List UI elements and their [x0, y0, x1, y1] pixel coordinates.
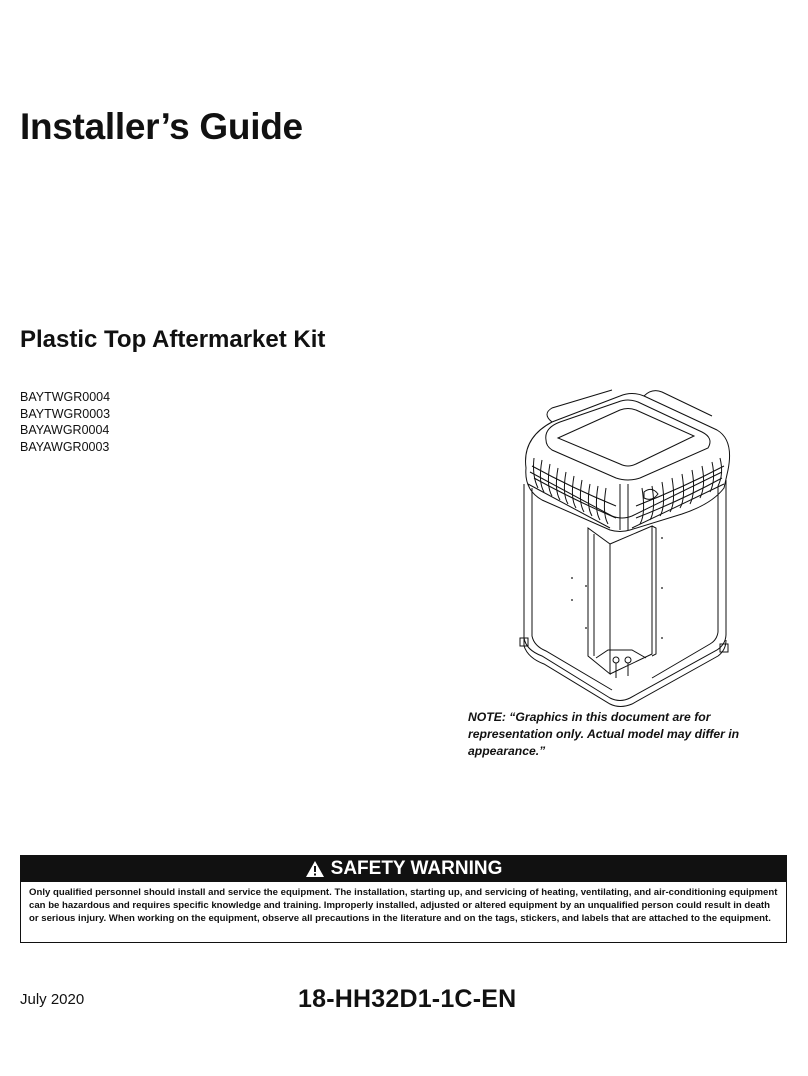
safety-warning-header [21, 856, 786, 882]
publication-date: July 2020 [20, 991, 85, 1008]
model-number: BAYAWGR0003 [20, 439, 110, 454]
outdoor-unit-illustration [512, 388, 738, 710]
warning-triangle-icon [305, 860, 325, 878]
model-number: BAYAWGR0004 [20, 423, 110, 437]
safety-warning-text: Only qualified personnel should install and service the equipment. The installation, starting up, and servicing of heating, ventilating, and air-conditioning equipment can be hazardous and requires specific knowledge and training. Improperly installed, adjusted or altered equipment by an unqualified person could result in death or serious injury. When working on the equipment, observe all precautions in the literature and on the tags, stickers, and labels that are attached to the equipment. [29, 887, 778, 925]
safety-warning-box [20, 855, 787, 943]
model-number: BAYTWGR0004 [20, 390, 111, 404]
model-number: BAYTWGR0003 [20, 406, 111, 421]
graphics-note [468, 709, 798, 760]
note-text: “Graphics in this document are for representation only. Actual model may differ in appearance.” [468, 710, 740, 758]
page-subtitle: Plastic Top Aftermarket Kit [20, 326, 326, 353]
safety-warning-heading: SAFETY WARNING [330, 858, 503, 879]
note-label: NOTE: [468, 710, 506, 724]
model-number-list [20, 389, 110, 455]
document-number: 18-HH32D1-1C-EN [298, 985, 517, 1013]
page-title: Installer’s Guide [20, 106, 303, 147]
